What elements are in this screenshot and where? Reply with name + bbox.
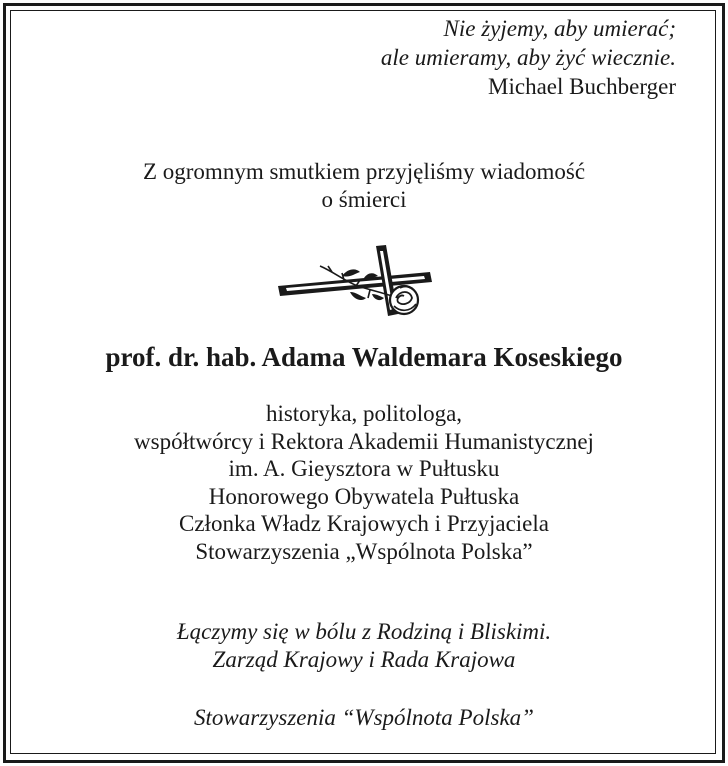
motto-author: Michael Buchberger — [488, 74, 676, 99]
deceased-name: prof. dr. hab. Adama Waldemara Koseskiego — [105, 342, 623, 372]
intro-line-1: Z ogromnym smutkiem przyjęliśmy wiadomość — [142, 159, 586, 184]
title-line: Honorowego Obywatela Pułtuska — [208, 483, 520, 509]
intro-line-2: o śmierci — [321, 187, 407, 212]
motto-line-2: ale umieramy, aby żyć wiecznie. — [380, 45, 676, 70]
motto-line-1: Nie żyjemy, aby umierać; — [443, 16, 676, 41]
title-line: im. A. Gieysztora w Pułtusku — [228, 456, 500, 481]
condolence-line-1: Łączymy się w bólu z Rodziną i Bliskimi. — [176, 619, 552, 644]
condolence-text — [0, 618, 728, 674]
title-line: Stowarzyszenia „Wspólnota Polska” — [195, 538, 533, 564]
intro-text — [0, 158, 728, 214]
condolence-line-2: Zarząd Krajowy i Rada Krajowa — [212, 647, 516, 672]
title-line: współtwórcy i Rektora Akademii Humanistycznej — [134, 428, 594, 454]
rose-icon — [390, 286, 418, 314]
titles-list — [0, 400, 728, 565]
cross-with-rose-icon — [272, 238, 440, 322]
signature: Stowarzyszenia “Wspólnota Polska” — [194, 705, 534, 730]
title-line: Członka Władz Krajowych i Przyjaciela — [179, 511, 549, 536]
title-line: historyka, politologa, — [265, 401, 463, 426]
motto-quote — [381, 14, 676, 101]
